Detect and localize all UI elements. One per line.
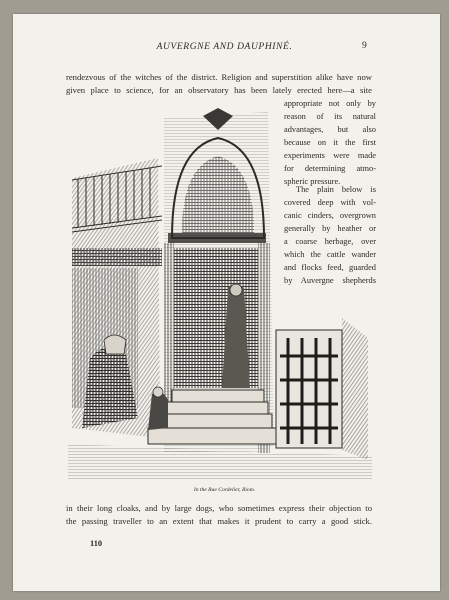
lintel bbox=[168, 233, 266, 243]
shadow-band bbox=[72, 248, 162, 266]
barred-window bbox=[276, 330, 342, 448]
running-head: AUVERGNE AND DAUPHINÉ. bbox=[156, 42, 293, 52]
side-text-line: covered deep with vol- bbox=[284, 198, 376, 207]
side-text-line: The plain below is bbox=[296, 185, 376, 194]
side-text-line: a coarse herbage, over bbox=[284, 237, 376, 246]
side-text-line: reason of its natural bbox=[284, 112, 376, 121]
side-text-line: and flocks feed, guarded bbox=[284, 263, 376, 272]
signature-mark: 110 bbox=[90, 539, 103, 548]
side-text-line: by Auvergne shepherds bbox=[284, 276, 376, 285]
illustration-caption: In the Rue Cordelier, Riom. bbox=[193, 487, 256, 493]
side-text-line: for determining atmo- bbox=[284, 164, 376, 173]
side-text-line: generally by heather or bbox=[284, 224, 376, 233]
side-text-line: because on it the first bbox=[284, 138, 376, 147]
engraving-illustration bbox=[68, 108, 372, 480]
body-text-line: given place to science, for an observatory has been lately erected here—a site bbox=[66, 85, 372, 95]
right-wall bbox=[342, 318, 368, 460]
side-text-line: advantages, but also bbox=[284, 125, 376, 134]
side-text-line: canic cinders, overgrown bbox=[284, 211, 376, 220]
side-text-line: which the cattle wander bbox=[284, 250, 376, 259]
side-text-line: appropriate not only by bbox=[284, 99, 376, 108]
body-text-line: in their long cloaks, and by large dogs, who sometimes express their objection to bbox=[66, 503, 372, 513]
body-text-line: the passing traveller to an extent that makes it prudent to carry a good stick. bbox=[66, 516, 372, 526]
side-text-line: experiments were made bbox=[284, 151, 376, 160]
body-text-line: rendezvous of the witches of the district. Religion and superstition alike have now bbox=[66, 72, 372, 82]
page-number: 9 bbox=[362, 41, 367, 51]
side-text-line: spheric pressure. bbox=[284, 177, 341, 186]
